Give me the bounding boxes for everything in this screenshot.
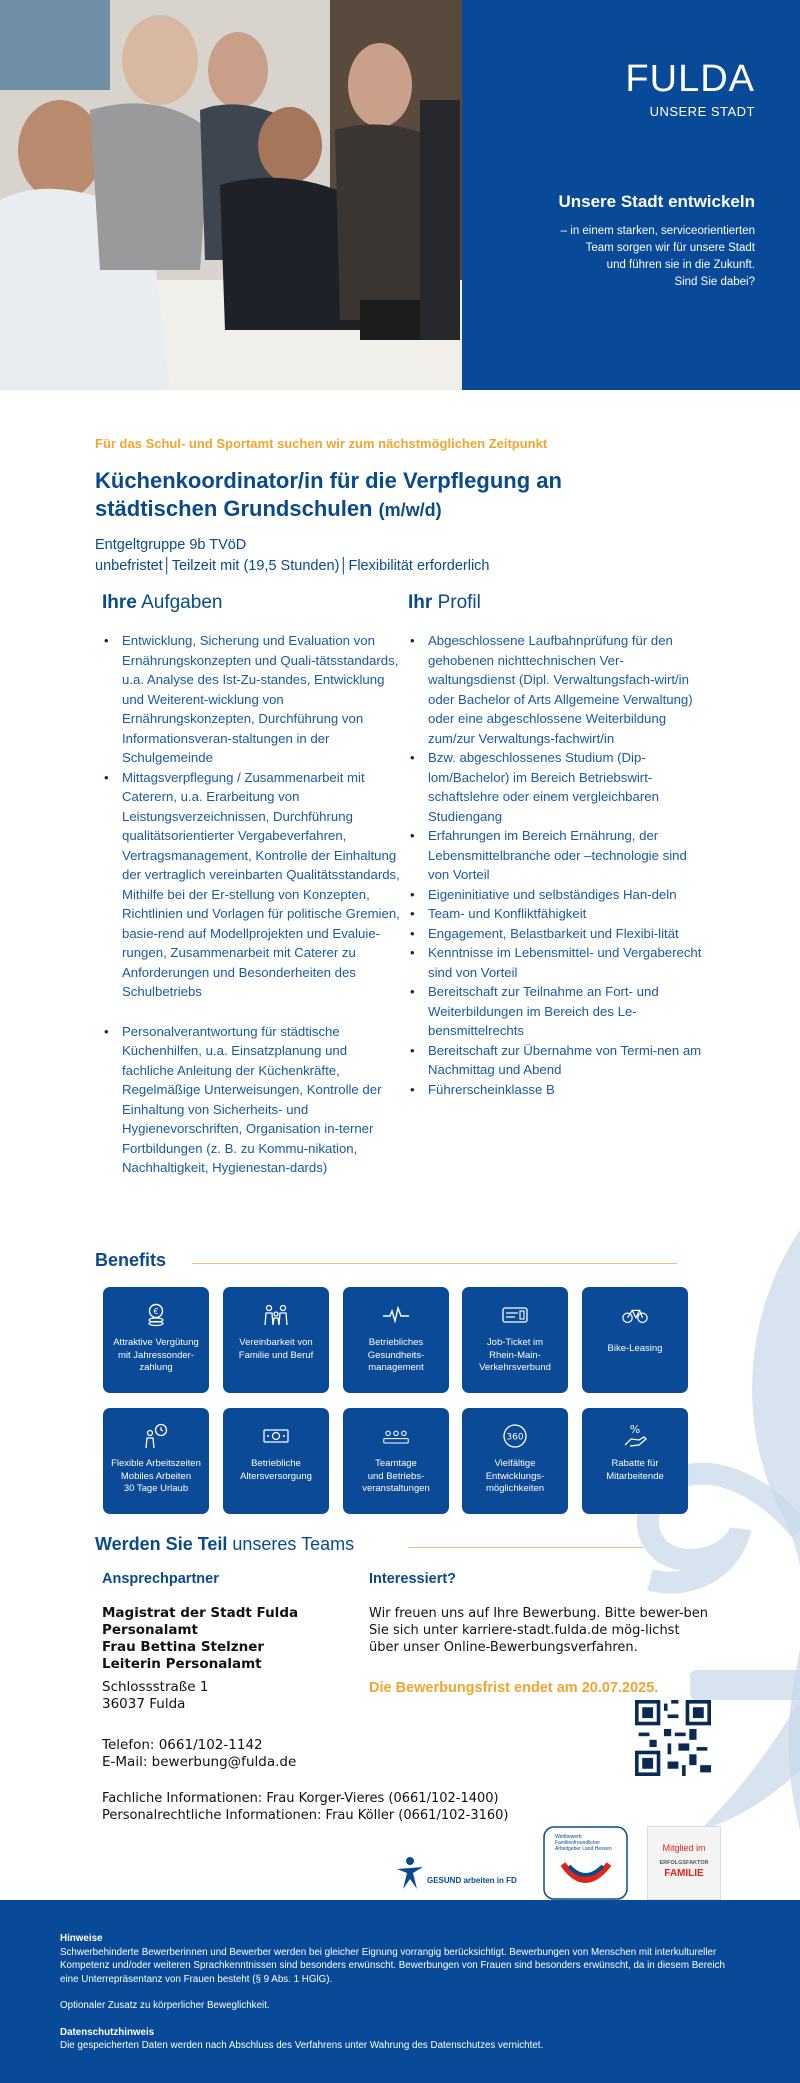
family-icon (262, 1301, 290, 1329)
email-link[interactable]: E-Mail: bewerbung@fulda.de (102, 1754, 297, 1770)
benefit-label: Attraktive Vergütung mit Jahressonder- zahlung (113, 1337, 199, 1373)
info-line: Fachliche Informationen: Frau Korger-Vieres (0661/102-1400) (102, 1791, 499, 1806)
list-item: • Führerscheinklasse B (408, 1080, 708, 1100)
list-item: • Bereitschaft zur Übernahme von Termi-nen am Nachmittag und Abend (408, 1041, 708, 1080)
family-friendly-seal (543, 1826, 628, 1900)
contact-line: Personalamt (102, 1622, 198, 1638)
benefit-tile (462, 1408, 568, 1514)
optional-note: Optionaler Zusatz zu körperlicher Beweglichkeit. (60, 2000, 270, 2011)
list-item: • Engagement, Belastbarkeit und Flexibi-lität (408, 924, 708, 944)
profile-list (408, 631, 708, 1099)
percent-hand-icon (621, 1422, 649, 1450)
contact-line: Leiterin Personalamt (102, 1656, 262, 1672)
seal-text: Wettbewerb Familienfreundlicher Arbeitgeber Land Hessen (555, 1834, 612, 1852)
list-item: • Bereitschaft zur Teilnahme an Fort- und Weiterbildungen im Bereich des Le-bensmittelrechts (408, 982, 708, 1041)
hero-text-line: – in einem starken, serviceorientierten (560, 225, 755, 237)
benefit-tile (223, 1408, 329, 1514)
team-heading-rest: unseres Teams (232, 1534, 355, 1554)
svg-text:360: 360 (506, 1432, 524, 1443)
hero-headline: Unsere Stadt entwickeln (558, 192, 755, 211)
list-item: • Kenntnisse im Lebensmittel- und Vergaberecht sind von Vorteil (408, 943, 708, 982)
job-title-line: Küchenkoordinator/in für die Verpflegung an (95, 468, 562, 493)
job-title (95, 467, 695, 524)
address-line: 36037 Fulda (102, 1696, 186, 1712)
pay-grade: Entgeltgruppe 9b TVöD (95, 537, 247, 553)
tasks-heading-rest: Aufgaben (141, 592, 223, 613)
money-icon (262, 1422, 290, 1450)
address-line: Schlossstraße 1 (102, 1679, 209, 1695)
hero-text (495, 223, 755, 291)
euro-coins-icon (142, 1301, 170, 1329)
benefit-tile (343, 1287, 449, 1393)
team-icon (382, 1422, 410, 1450)
gender-suffix: (m/w/d) (378, 500, 442, 520)
contact-heading: Ansprechpartner (102, 1571, 219, 1587)
benefit-label: Rabatte für Mitarbeitende (606, 1458, 664, 1482)
job-kicker: Für das Schul- und Sportamt suchen wir zum nächstmöglichen Zeitpunkt (95, 436, 548, 451)
contact-line: Frau Bettina Stelzner (102, 1639, 265, 1655)
benefit-label: Vielfältige Entwicklungs- möglichkeiten (485, 1458, 545, 1494)
fulda-logo-sub: UNSERE STADT (649, 104, 755, 119)
benefits-heading (95, 1250, 166, 1271)
list-item: • Abgeschlossene Laufbahnprüfung für den gehobenen nichttechnischen Ver-waltungsdienst (Dipl. Verwaltungsfach-wirt/in oder Bachelor of Arts Allgemeine Verwaltung) oder eine abgeschlossene Weiterbildung zum/zur Verwaltungs-fachwirt/in (408, 631, 708, 748)
member-label: Mitglied im (662, 1843, 706, 1853)
profile-heading-rest: Profil (437, 592, 481, 613)
ticket-icon (501, 1301, 529, 1329)
benefit-label: Flexible Arbeitszeiten Mobiles Arbeiten 30 Tage Urlaub (111, 1458, 201, 1494)
benefit-tile (223, 1287, 329, 1393)
list-item: • Entwicklung, Sicherung und Evaluation von Ernährungskonzepten und Quali-tätsstandards, u.a. Analyse des Ist-Zu-standes, Entwicklung und Weiterent-wicklung von Ernährungskonzepten, Durchführung von Informationsveran-staltungen in der Schulgemeinde (102, 631, 402, 768)
benefit-tile (103, 1408, 209, 1514)
qr-code[interactable] (635, 1700, 711, 1776)
hero-text-line: und führen sie in die Zukunft. (606, 259, 755, 271)
gesund-label: GESUND arbeiten in FD (427, 1876, 517, 1885)
benefit-tile (343, 1408, 449, 1514)
benefit-tile (582, 1408, 688, 1514)
further-information (102, 1790, 509, 1824)
hinweise-text: Schwerbehinderte Bewerberinnen und Bewerber werden bei gleicher Eignung vorrangig berücksichtigt. Bewerbungen von Menschen mit interkultureller Kompetenz und/oder weiteren Sprachkenntnissen sind besonders erwünscht. Bewerbungen von Frauen sind besonders erwünscht, da in diesem Bereich eine Unterrepräsentanz von Frauen besteht (§ 9 Abs. 1 HGlG). (60, 1946, 725, 1985)
list-item: • Personalverantwortung für städtische Küchenhilfen, u.a. Einsatzplanung und fachliche Anleitung der Küchenkräfte, Regelmäßige Unterweisungen, Kontrolle der Einhaltung von Sicherheits- und Hygienevorschriften, Organisation in-terner Fortbildungen (z. B. zu Kommu-nikation, Nachhaltigkeit, Hygienestan-dards) (102, 1022, 402, 1178)
figure-icon (395, 1855, 425, 1891)
profile-heading (408, 592, 481, 614)
team-divider (408, 1547, 643, 1548)
hero-banner (0, 0, 800, 390)
bicycle-icon (621, 1301, 649, 1329)
benefit-label: Job-Ticket im Rhein-Main- Verkehrsverbund (479, 1337, 551, 1373)
benefit-label: Teamtage und Betriebs- veranstaltungen (362, 1458, 430, 1494)
job-title-line: städtischen Grundschulen (95, 496, 373, 521)
contact-phone-email (102, 1737, 296, 1771)
list-item: • Mittagsverpflegung / Zusammenarbeit mit Caterern, u.a. Erarbeitung von Leistungsverzeichnissen, Durchführung qualitätsorientierter Vergabeverfahren, Vertragsmanagement, Kontrolle der Einhaltung der vertraglich vereinbarten Qualitätsstandards, Mithilfe bei der Er-stellung von Konzepten, Richtlinien und Vorlagen für politische Gremien, basie-rend auf Modellprojekten und Evaluie-rungen, Zusammenarbeit mit Caterer zu Anforderungen und Besonderheiten des Schulbetriebs (102, 768, 402, 1002)
list-item: • Eigeninitiative und selbständiges Han-deln (408, 885, 708, 905)
gesund-arbeiten-badge (395, 1855, 530, 1891)
benefits-heading-text: Benefits (95, 1250, 167, 1270)
list-item: • Team- und Konfliktfähigkeit (408, 904, 708, 924)
list-item: • Erfahrungen im Bereich Ernährung, der Lebensmittelbranche oder –technologie sind von Vorteil (408, 826, 708, 885)
employment-conditions: unbefristet│Teilzeit mit (19,5 Stunden)│Flexibilität erforderlich (95, 558, 490, 574)
benefit-tile (103, 1287, 209, 1393)
tasks-list (102, 631, 402, 1178)
phone-number[interactable]: Telefon: 0661/102-1142 (102, 1737, 263, 1753)
tasks-heading-bold: Ihre (102, 592, 137, 613)
svg-text:€: € (153, 1307, 159, 1316)
team-photo (0, 0, 462, 390)
interest-text: Wir freuen uns auf Ihre Bewerbung. Bitte bewer-ben Sie sich unter karriere-stadt.fulda.de mög-lichst über unser Online-Bewerbungsverfahren. (369, 1606, 709, 1655)
benefit-tile (582, 1287, 688, 1393)
info-line: Personalrechtliche Informationen: Frau Köller (0661/102-3160) (102, 1808, 509, 1823)
fulda-logo: FULDA (625, 58, 755, 100)
list-item: • Bzw. abgeschlossenes Studium (Dip-lom/Bachelor) im Bereich Betriebswirt-schaftslehre oder einem vergleichbaren Studiengang (408, 748, 708, 826)
benefit-label: Bike-Leasing (607, 1343, 663, 1354)
interest-heading: Interessiert? (369, 1571, 457, 1587)
contact-organisation (102, 1605, 298, 1673)
360-icon (501, 1422, 529, 1450)
benefit-label: Betriebliche Altersversorgung (240, 1458, 312, 1482)
datenschutz-text: Die gespeicherten Daten werden nach Abschluss des Verfahrens unter Wahrung des Datenschutzes vernichtet. (60, 2040, 544, 2051)
contact-line: Magistrat der Stadt Fulda (102, 1605, 299, 1621)
familie-label: FAMILIE (664, 1868, 704, 1879)
benefits-divider (192, 1263, 677, 1264)
benefit-tile (462, 1287, 568, 1393)
svg-text:%: % (629, 1423, 641, 1436)
benefit-label: Vereinbarkeit von Familie und Beruf (238, 1337, 314, 1361)
erfolgsfaktor-label: ERFOLGSFAKTOR (659, 1860, 709, 1866)
hero-blue-panel (462, 0, 800, 390)
hero-text-line: Sind Sie dabei? (674, 276, 755, 288)
profile-heading-bold: Ihr (408, 592, 433, 613)
heartbeat-icon (382, 1301, 410, 1329)
hero-text-line: Team sorgen wir für unsere Stadt (585, 242, 755, 254)
tasks-heading (102, 592, 222, 614)
contact-address (102, 1679, 208, 1713)
clock-person-icon (142, 1422, 170, 1450)
datenschutz-heading: Datenschutzhinweis (60, 2026, 155, 2038)
team-heading-bold: Werden Sie Teil (95, 1534, 228, 1554)
application-deadline: Die Bewerbungsfrist endet am 20.07.2025. (369, 1680, 659, 1696)
benefit-label: Betriebliches Gesundheits- management (367, 1337, 425, 1373)
footer-notice (0, 1900, 800, 2083)
erfolgsfaktor-familie-badge (647, 1826, 721, 1900)
hinweise-heading: Hinweise (60, 1933, 103, 1944)
team-heading (95, 1534, 354, 1555)
